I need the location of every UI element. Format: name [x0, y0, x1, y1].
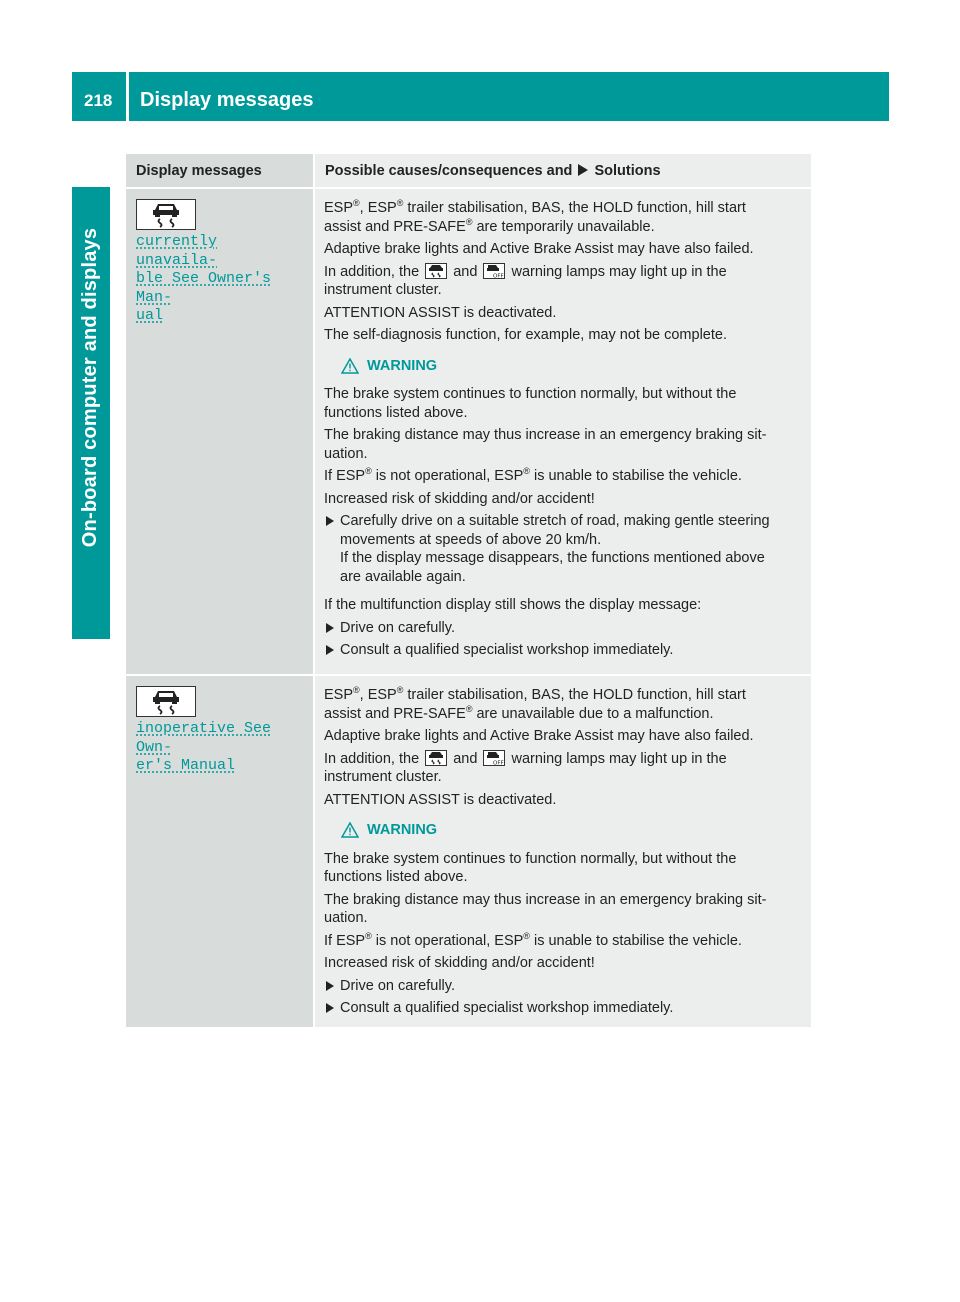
cause-paragraph: Adaptive brake lights and Active Brake Assist may have also failed. [324, 728, 754, 744]
step-item [324, 999, 803, 1018]
text-span: Consult a qualified specialist workshop immediately. [340, 642, 674, 658]
step-item [324, 641, 803, 660]
registered-mark: ® [465, 216, 473, 227]
text-span: The braking distance may thus increase in an emergency braking sit- [324, 891, 767, 908]
text-span: functions listed above. [324, 404, 468, 421]
warning-paragraph [324, 385, 803, 422]
cause-paragraph: Adaptive brake lights and Active Brake Assist may have also failed. [324, 241, 754, 257]
text-span: are temporarily unavailable. [472, 218, 655, 235]
cause-paragraph: ATTENTION ASSIST is deactivated. [324, 791, 557, 808]
text-span: instrument cluster. [324, 769, 442, 785]
header-divider [126, 72, 129, 121]
text-span: If the display message disappears, the functions mentioned above [340, 550, 765, 566]
registered-mark: ® [396, 198, 404, 208]
car-skid-esp-icon [136, 686, 196, 717]
display-message-text [136, 720, 305, 776]
table-row [126, 187, 811, 674]
text-span: Drive on carefully. [340, 619, 455, 636]
registered-mark: ® [365, 930, 372, 941]
message-line: currently unavaila- [136, 233, 218, 269]
text-span: and [453, 750, 478, 767]
car-skid-esp-icon [425, 263, 447, 279]
text-span: assist and PRE-SAFE [324, 218, 466, 235]
col-header-causes [313, 154, 811, 187]
text-span: In addition, the [324, 750, 420, 767]
warning-label: WARNING [367, 357, 438, 374]
message-cell [126, 676, 313, 1027]
text-span: In addition, the [324, 263, 420, 280]
text-span: are unavailable due to a malfunction. [472, 705, 714, 722]
solutions-arrow-icon [578, 164, 588, 176]
car-skid-esp-icon [425, 750, 447, 766]
col-header-causes-post: Solutions [594, 163, 661, 179]
text-span: are available again. [340, 568, 466, 585]
text-span: Consult a qualified specialist workshop immediately. [340, 1000, 674, 1016]
text-span: is not operational, ESP [371, 932, 524, 949]
text-span: movements at speeds of above 20 km/h. [340, 531, 602, 548]
warning-triangle-icon [341, 822, 359, 838]
text-span: warning lamps may light up in the [511, 750, 727, 767]
text-span: trailer stabilisation, BAS, the HOLD function, hill start [403, 200, 746, 216]
text-span: The brake system continues to function normally, but without the [324, 850, 737, 867]
svg-text:OFF: OFF [493, 273, 505, 278]
table-row [126, 674, 811, 1027]
causes-cell [313, 676, 811, 1027]
text-span: Carefully drive on a suitable stretch of road, making gentle steering [340, 513, 770, 529]
warning-paragraph [324, 932, 803, 951]
display-messages-table [126, 154, 811, 1027]
step-arrow-icon [326, 1003, 334, 1013]
step-arrow-icon [326, 645, 334, 655]
step-arrow-icon [326, 516, 334, 526]
text-span: uation. [324, 445, 368, 462]
text-span: is unable to stabilise the vehicle. [529, 932, 742, 949]
registered-mark: ® [396, 685, 404, 695]
cause-paragraph [324, 686, 803, 723]
registered-mark: ® [353, 198, 360, 208]
text-span: Drive on carefully. [340, 977, 455, 994]
car-skid-esp-icon [136, 199, 196, 230]
text-span: is unable to stabilise the vehicle. [529, 468, 742, 484]
message-line: ble See Owner's Man- [136, 270, 272, 306]
message-line: inoperative See Own- [136, 720, 272, 756]
warning-paragraph: Increased risk of skidding and/or accident! [324, 955, 595, 971]
text-span: ESP [324, 687, 354, 703]
table-header [126, 154, 811, 187]
text-span: , ESP [359, 200, 397, 216]
col-header-causes-pre: Possible causes/consequences and [325, 163, 573, 179]
warning-triangle-icon [341, 358, 359, 374]
warning-paragraph: Increased risk of skidding and/or accident! [324, 490, 595, 507]
warning-label: WARNING [367, 822, 438, 838]
text-span: warning lamps may light up in the [511, 263, 727, 280]
warning-heading [341, 357, 803, 376]
page-number: 218 [84, 91, 113, 110]
cause-paragraph: ATTENTION ASSIST is deactivated. [324, 304, 557, 321]
step-item [324, 619, 803, 638]
text-span: ESP [324, 200, 354, 216]
cause-paragraph: If the multifunction display still shows the display message: [324, 597, 702, 613]
registered-mark: ® [523, 466, 530, 476]
cause-paragraph [324, 750, 803, 787]
page-title: Display messages [140, 89, 314, 111]
side-tab-label: On-board computer and displays [79, 227, 102, 547]
registered-mark: ® [523, 930, 530, 941]
message-line: er's Manual [136, 757, 236, 774]
text-span: trailer stabilisation, BAS, the HOLD function, hill start [403, 687, 746, 703]
text-span: functions listed above. [324, 869, 468, 885]
warning-paragraph [324, 891, 803, 928]
cause-paragraph: The self-diagnosis function, for example, may not be complete. [324, 327, 727, 343]
registered-mark: ® [365, 466, 372, 476]
registered-mark: ® [353, 685, 360, 695]
cause-paragraph [324, 263, 803, 300]
message-line: ual [136, 307, 164, 324]
text-span: instrument cluster. [324, 282, 442, 298]
esp-off-icon [483, 263, 505, 279]
step-item [324, 977, 803, 996]
text-span: The brake system continues to function normally, but without the [324, 386, 737, 402]
text-span: and [453, 263, 478, 280]
cause-paragraph [324, 199, 803, 236]
warning-paragraph [324, 467, 803, 486]
side-tab-label-wrap [72, 187, 110, 587]
text-span: is not operational, ESP [371, 468, 524, 484]
text-span: , ESP [359, 687, 397, 703]
text-span: uation. [324, 910, 368, 926]
step-arrow-icon [326, 623, 334, 633]
text-span: If ESP [324, 932, 366, 949]
display-message-text [136, 233, 305, 326]
text-span: If ESP [324, 468, 366, 484]
warning-paragraph [324, 850, 803, 887]
warning-paragraph [324, 426, 803, 463]
col-header-display-messages: Display messages [126, 154, 313, 187]
step-item [324, 512, 803, 586]
message-cell [126, 189, 313, 674]
registered-mark: ® [465, 703, 473, 714]
svg-text:OFF: OFF [493, 760, 505, 765]
esp-off-icon [483, 750, 505, 766]
warning-heading [341, 821, 803, 840]
text-span: The braking distance may thus increase in an emergency braking sit- [324, 427, 767, 443]
causes-cell [313, 189, 811, 674]
step-arrow-icon [326, 981, 334, 991]
text-span: assist and PRE-SAFE [324, 705, 466, 722]
